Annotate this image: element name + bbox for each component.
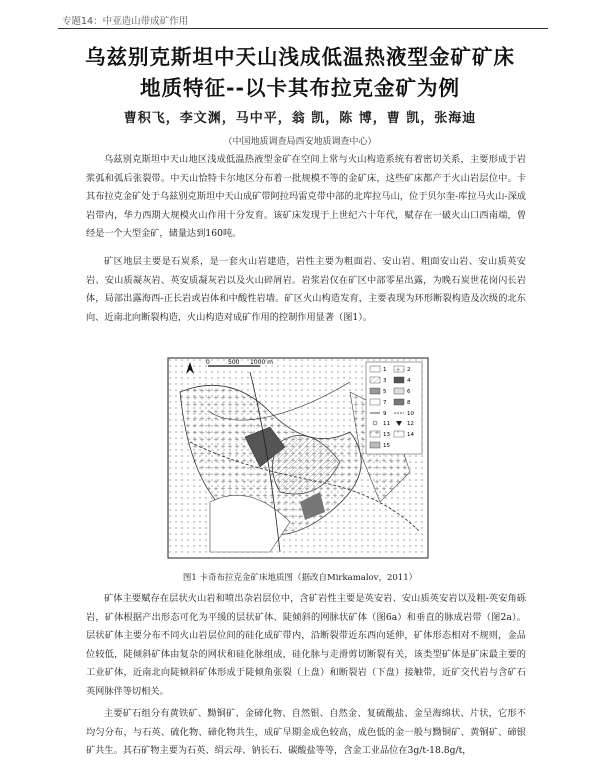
- scale-label-500: 500: [228, 359, 240, 366]
- paragraph-3: 矿体主要赋存在层状火山岩和喷出杂岩层位中，含矿岩性主要是英安岩、安山质英安岩以及粗-英安角砾岩，矿体根据产出形态可化为平缓的层状矿体、陡倾斜的网脉状矿体（图6a）和垂直的脉成岩带（图2a）。层状矿体主要分布不同火山岩层位间的硅化成矿带内，沿断裂带近东西向延伸，矿体形态相对不规则，金品位较低，陡倾斜矿体由复杂的网状和硅化脉组成，硅化脉与走滑剪切断裂有关，该类型矿体是矿床最主要的工业矿体，近南北向陡倾斜矿体形成于陡倾角张裂（上盘）和断裂岩（下盘）接触带，近矿交代岩与含矿石英网脉伴等切相关。: [86, 593, 526, 697]
- legend-1: 1: [383, 367, 387, 373]
- legend-6: 6: [407, 389, 411, 395]
- paragraph-1: 乌兹别克斯坦中天山地区浅成低温热液型金矿在空间上常与火山构造系统有着密切关系，主要形成于岩浆弧和弧后张裂带。中天山恰特卡尔地区分布着一批规模不等的金矿床，这些矿床都产于火山岩层位中。卡其布拉克金矿处于乌兹别克斯坦中天山成矿带阿拉玛雷克带中部的北库拉马山，位于贝尔奎-库拉马火山-深成岩带内，华力西期大规模火山作用十分发育。该矿床发现于上世纪六十年代，赋存在一破火山口西南端，曾经是一个大型金矿，储量达到160吨。: [86, 154, 526, 239]
- scale-label-1000: 1000 m: [250, 359, 274, 366]
- affiliation: （中国地质调查局西安地质调查中心）: [223, 137, 377, 147]
- legend-3: 3: [383, 378, 387, 384]
- authors: 曹积飞，李文渊，马中平，翁 凯，陈 博，曹 凯，张海迪: [123, 111, 477, 126]
- page-header: [58, 10, 548, 29]
- legend-12: 12: [407, 421, 414, 427]
- legend-9: 9: [383, 411, 387, 417]
- title-line-2: 地质特征--以卡其布拉克金矿为例: [139, 76, 461, 100]
- header-text: 专题14：中亚造山带成矿作用: [62, 16, 189, 27]
- scale-label-0: 0: [206, 359, 210, 366]
- paragraph-4: 主要矿石组分有黄铁矿、黝铜矿、金碲化物、自然银、自然金、复硫酸盐、金呈海绵状、片状，它形不均匀分布，与石英、硫化物、碲化物共生，成矿早期金成色较高，成色低的金一般与黝铜矿、黄铜矿、碲银矿共生。其石矿物主要为石英、绢云母、钠长石、碳酸盐等等，含金工业品位在3g/t-18.8g/t，: [86, 708, 526, 756]
- legend-11: 11: [383, 421, 390, 427]
- legend-8: 8: [407, 400, 411, 406]
- paragraph-2: 矿区地层主要是石炭系，是一套火山岩建造，岩性主要为粗面岩、安山岩、粗面安山岩、安山质英安岩、安山质凝灰岩、英安质凝灰岩以及火山碎屑岩。岩浆岩仅在矿区中部零星出露，为晚石炭世花岗闪长岩体，局部出露海西-正长岩或岩体和中酸性岩墙。矿区火山构造发育，主要表现为环形断裂构造及次级的北东向、近南北向断裂构造，火山构造对成矿作用的控制作用显著（图1）。: [86, 256, 526, 323]
- legend-14: 14: [407, 432, 414, 438]
- figure-caption: 图1 卡奇布拉克金矿床地质图（据改自Mirkamalov，2011）: [182, 573, 418, 583]
- legend-15: 15: [383, 443, 390, 449]
- legend-7: 7: [383, 400, 387, 406]
- legend-2: 2: [407, 367, 411, 373]
- title-line-1: 乌兹别克斯坦中天山浅成低温热液型金矿矿床: [85, 45, 515, 69]
- legend-13: 13: [383, 432, 390, 438]
- legend-5: 5: [383, 389, 387, 395]
- geological-map: [150, 352, 450, 567]
- map-legend: [366, 362, 422, 454]
- geological-map-figure: [150, 352, 450, 567]
- legend-4: 4: [407, 378, 411, 384]
- legend-10: 10: [407, 411, 414, 417]
